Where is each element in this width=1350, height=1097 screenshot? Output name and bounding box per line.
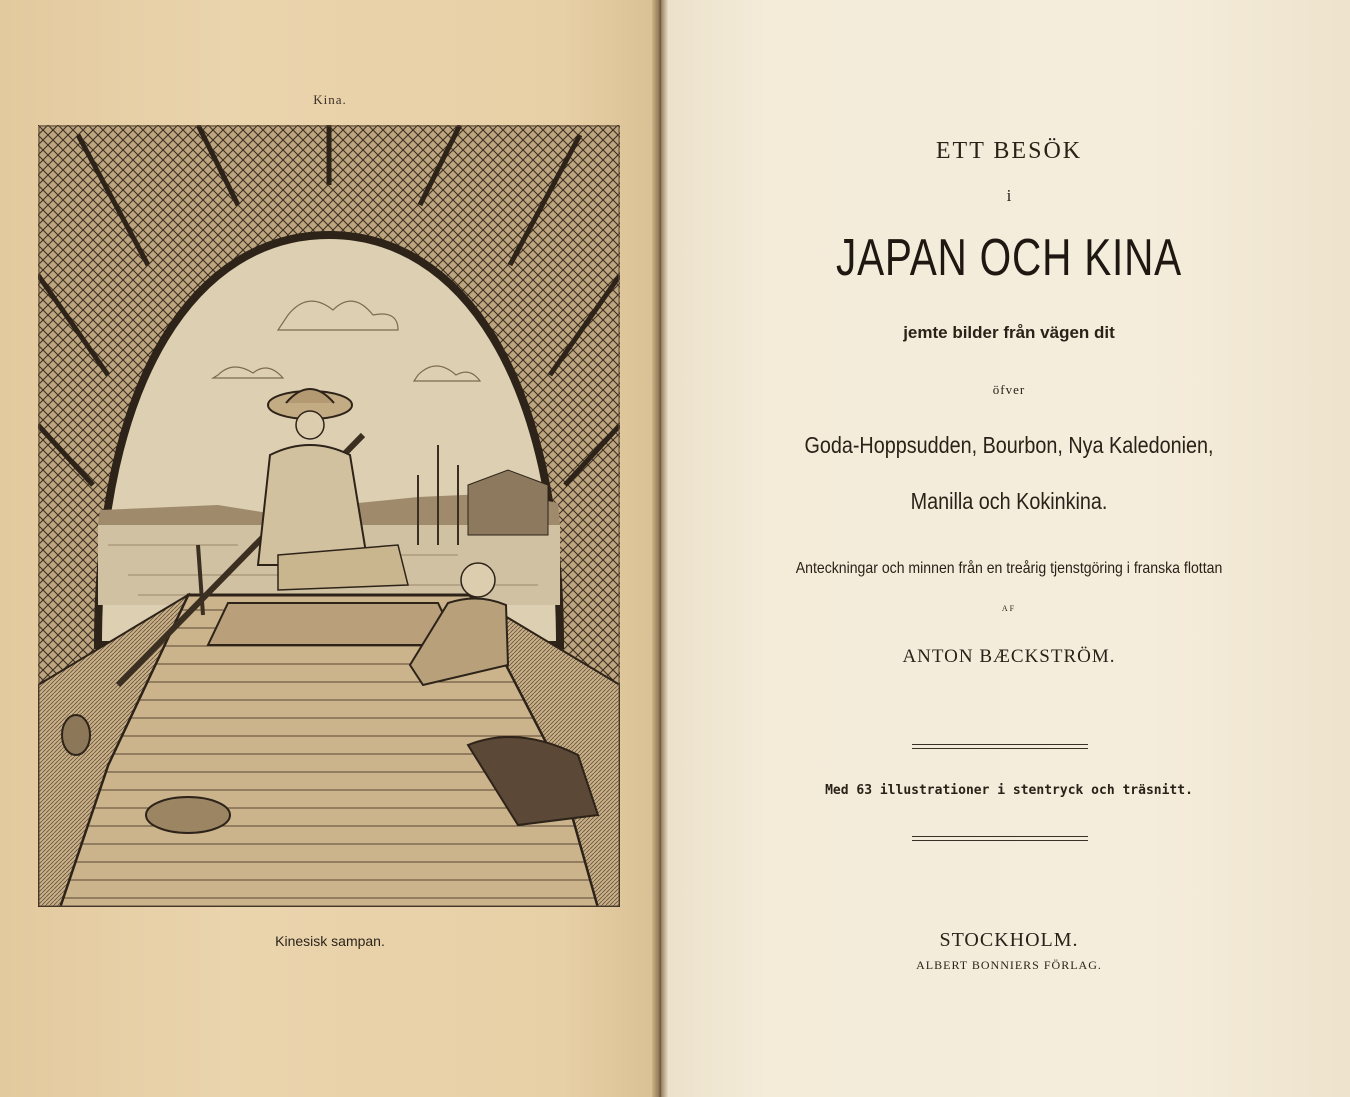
places-line-1: Goda-Hoppsudden, Bourbon, Nya Kaledonien, (804, 432, 1214, 458)
sampan-engraving-illustration (38, 125, 620, 907)
title-line-ett-besok: ETT BESÖK (935, 138, 1083, 164)
title-connector: i (1006, 186, 1012, 205)
engraving-plate (38, 125, 620, 907)
notes-line: Anteckningar och minnen från en treårig tjenstgöring i franska flottan (795, 560, 1223, 577)
subtitle: jemte bilder från vägen dit (903, 323, 1115, 342)
imprint-city: STOCKHOLM. (939, 929, 1079, 951)
af-byline: AF (1001, 604, 1017, 613)
ofver-line: öfver (992, 382, 1026, 397)
illustrations-note: Med 63 illustrationer i stentryck och träsnitt. (825, 783, 1193, 798)
imprint-publisher: ALBERT BONNIERS FÖRLAG. (916, 958, 1102, 972)
double-rule-upper (912, 744, 1088, 749)
illustration-caption: Kinesisk sampan. (275, 933, 385, 949)
author-name: ANTON BÆCKSTRÖM. (902, 646, 1116, 667)
double-rule-lower (912, 836, 1088, 841)
places-line-2: Manilla och Kokinkina. (910, 488, 1108, 514)
main-title: JAPAN OCH KINA (836, 229, 1182, 287)
running-head: Kina. (313, 92, 347, 107)
